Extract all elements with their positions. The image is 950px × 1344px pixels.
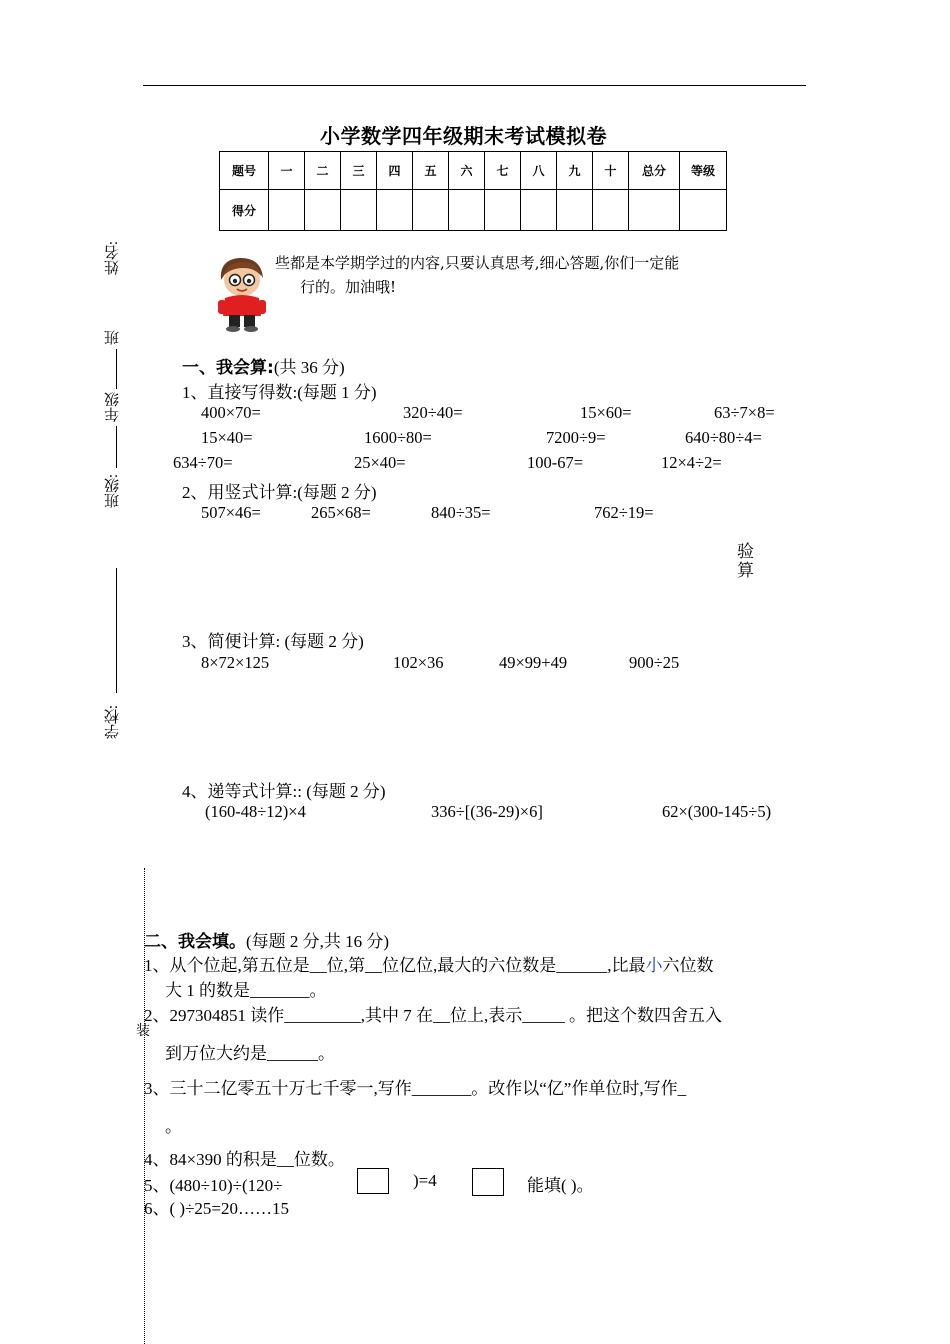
score-input-cell[interactable]	[521, 190, 557, 231]
stepwise-item: 336÷[(36-29)×6]	[431, 802, 543, 821]
score-table-cell: 题号	[220, 152, 269, 190]
school-label: 学校:	[105, 705, 121, 740]
name-label: 姓名:	[105, 241, 121, 276]
score-input-cell[interactable]	[269, 190, 305, 231]
section2-points: (每题 2 分,共 16 分)	[246, 932, 390, 951]
calc-item: 100-67=	[527, 453, 584, 472]
calc-item: 320÷40=	[403, 403, 463, 422]
calc-item: 400×70=	[201, 403, 261, 422]
page-title: 小学数学四年级期末考试模拟卷	[320, 124, 607, 148]
vertical-calc-item: 840÷35=	[431, 503, 491, 522]
simplify-item: 102×36	[393, 653, 444, 672]
score-table-cell: 五	[413, 152, 449, 190]
fill-q5-part2: )=4	[413, 1171, 437, 1190]
calc-item: 640÷80÷4=	[685, 428, 762, 447]
calc-item: 63÷7×8=	[714, 403, 775, 422]
score-input-cell[interactable]	[557, 190, 593, 231]
calc-item: 1600÷80=	[364, 428, 432, 447]
score-table-cell: 二	[305, 152, 341, 190]
fill-q1-highlight: 小	[645, 956, 663, 975]
fill-q1-line2: 大 1 的数是_______。	[165, 981, 327, 1000]
top-rule	[143, 85, 806, 86]
answer-box[interactable]	[357, 1168, 389, 1194]
fill-q1-text: 1、从个位起,第五位是__位,第__位亿位,最大的六位数是______,比最	[144, 956, 646, 975]
score-table-cell: 三	[341, 152, 377, 190]
score-input-cell[interactable]	[449, 190, 485, 231]
score-input-cell[interactable]	[485, 190, 521, 231]
vertical-calc-item: 762÷19=	[594, 503, 654, 522]
score-table	[219, 151, 727, 231]
score-table-cell: 一	[269, 152, 305, 190]
calc-item: 7200÷9=	[546, 428, 606, 447]
section2-heading	[144, 927, 389, 952]
stepwise-item: 62×(300-145÷5)	[662, 802, 772, 821]
q4-label: 4、递等式计算:: (每题 2 分)	[182, 782, 386, 801]
check-label-1: 验	[737, 542, 754, 561]
score-table-cell: 八	[521, 152, 557, 190]
score-input-cell[interactable]	[629, 190, 680, 231]
calc-item: 634÷70=	[173, 453, 233, 472]
score-table-cell: 六	[449, 152, 485, 190]
score-input-cell[interactable]	[593, 190, 629, 231]
class-blank	[116, 349, 117, 389]
fill-q3-line2: 。	[165, 1117, 182, 1136]
banji-label: 班级:	[105, 474, 121, 509]
calc-item: 25×40=	[354, 453, 406, 472]
fill-q6: 6、( )÷25=20……15	[144, 1199, 289, 1218]
fill-q3-line1: 3、三十二亿零五十万七千零一,写作_______。改作以“亿”作单位时,写作_	[144, 1079, 687, 1098]
simplify-item: 49×99+49	[499, 653, 568, 672]
score-table-header-row	[220, 152, 727, 190]
grade-blank	[116, 426, 117, 468]
fill-q1-text-end: 六位数	[662, 956, 714, 975]
calc-item: 15×60=	[580, 403, 632, 422]
score-table-cell: 九	[557, 152, 593, 190]
intro-line-2: 行的。加油哦!	[300, 278, 397, 296]
class-label: 班	[105, 330, 121, 345]
score-table-cell: 十	[593, 152, 629, 190]
score-input-cell[interactable]	[377, 190, 413, 231]
q2-label: 2、用竖式计算:(每题 2 分)	[182, 483, 377, 502]
score-input-cell[interactable]	[305, 190, 341, 231]
score-input-cell[interactable]	[413, 190, 449, 231]
simplify-item: 900÷25	[629, 653, 680, 672]
binding-mark: 装	[136, 1024, 150, 1039]
cartoon-boy-icon	[213, 252, 271, 334]
calc-item: 12×4÷2=	[661, 453, 722, 472]
fill-q2-line2: 到万位大约是______。	[165, 1044, 335, 1063]
check-label-2: 算	[737, 561, 754, 580]
score-table-cell: 等级	[680, 152, 727, 190]
score-table-cell: 总分	[629, 152, 680, 190]
simplify-item: 8×72×125	[201, 653, 270, 672]
calc-item: 15×40=	[201, 428, 253, 447]
fill-q1-line1	[144, 951, 714, 976]
fill-q2-line1: 2、297304851 读作_________,其中 7 在__位上,表示_____ 。把这个数四舍五入	[144, 1006, 722, 1025]
q1-label: 1、直接写得数:(每题 1 分)	[182, 383, 377, 402]
stepwise-item: (160-48÷12)×4	[205, 802, 306, 821]
section1-title: 一、我会算:	[182, 358, 274, 378]
score-input-cell[interactable]	[341, 190, 377, 231]
fill-q5-part3: 能填( )。	[527, 1176, 594, 1195]
intro-line-1: 些都是本学期学过的内容,只要认真思考,细心答题,你们一定能	[275, 254, 680, 272]
score-table-cell: 得分	[220, 190, 269, 231]
section1-points: (共 36 分)	[273, 358, 345, 377]
grade-label: 年级	[105, 392, 121, 422]
score-input-cell[interactable]	[680, 190, 727, 231]
fill-q5-part1: 5、(480÷10)÷(120÷	[144, 1176, 283, 1195]
vertical-calc-item: 265×68=	[311, 503, 371, 522]
score-table-score-row	[220, 190, 727, 231]
vertical-calc-item: 507×46=	[201, 503, 261, 522]
section2-title: 二、我会填。	[144, 932, 246, 952]
fill-q4: 4、84×390 的积是__位数。	[144, 1150, 345, 1169]
q3-label: 3、简便计算: (每题 2 分)	[182, 632, 364, 651]
score-table-cell: 四	[377, 152, 413, 190]
answer-box[interactable]	[472, 1168, 504, 1196]
score-table-cell: 七	[485, 152, 521, 190]
section1-heading	[182, 353, 345, 378]
school-blank	[116, 568, 117, 693]
